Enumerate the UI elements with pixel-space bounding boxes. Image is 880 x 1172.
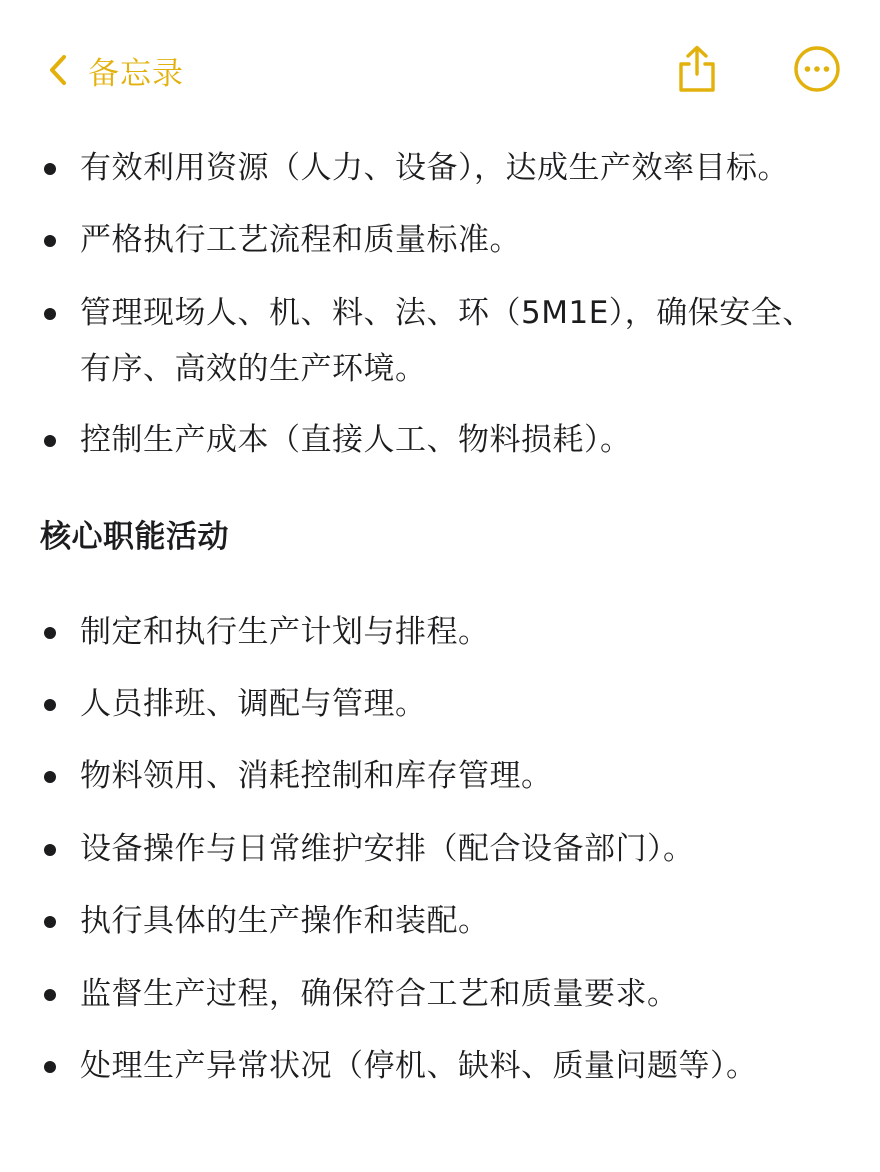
- list-item-text: 制定和执行生产计划与排程。: [80, 614, 490, 650]
- navigation-bar: [0, 0, 880, 130]
- bullet: [44, 771, 56, 783]
- back-label: 备忘录: [88, 55, 184, 92]
- list-item-text: 控制生产成本（直接人工、物料损耗）。: [80, 422, 632, 458]
- share-button[interactable]: [672, 44, 722, 94]
- list-item-text: 有效利用资源（人力、设备），达成生产效率目标。: [80, 150, 789, 186]
- ellipsis-circle-icon: [792, 44, 842, 94]
- bullet: [44, 844, 56, 856]
- list-item-text: 严格执行工艺流程和质量标准。: [80, 222, 521, 258]
- section-heading: 核心职能活动: [40, 519, 229, 555]
- list-item-text: 执行具体的生产操作和装配。: [80, 903, 490, 939]
- chevron-left-icon: [48, 53, 68, 87]
- bullet: [44, 989, 56, 1001]
- more-button[interactable]: [792, 44, 842, 94]
- bullet: [44, 235, 56, 247]
- bullet: [44, 916, 56, 928]
- list-item-text: 物料领用、消耗控制和库存管理。: [80, 758, 553, 794]
- bullet: [44, 627, 56, 639]
- back-button[interactable]: [48, 46, 184, 94]
- bullet: [44, 699, 56, 711]
- bullet: [44, 308, 56, 320]
- bullet: [44, 1061, 56, 1073]
- list-item-text: 人员排班、调配与管理。: [80, 686, 427, 722]
- share-icon: [672, 44, 722, 94]
- list-item-text: 设备操作与日常维护安排（配合设备部门）。: [80, 831, 695, 867]
- list-item-text: 管理现场人、机、料、法、环（5M1E），确保安全、有序、高效的生产环境。: [80, 295, 814, 387]
- list-item-text: 处理生产异常状况（停机、缺料、质量问题等）。: [80, 1048, 758, 1084]
- bullet: [44, 163, 56, 175]
- bullet: [44, 435, 56, 447]
- list-item-text: 监督生产过程，确保符合工艺和质量要求。: [80, 976, 679, 1012]
